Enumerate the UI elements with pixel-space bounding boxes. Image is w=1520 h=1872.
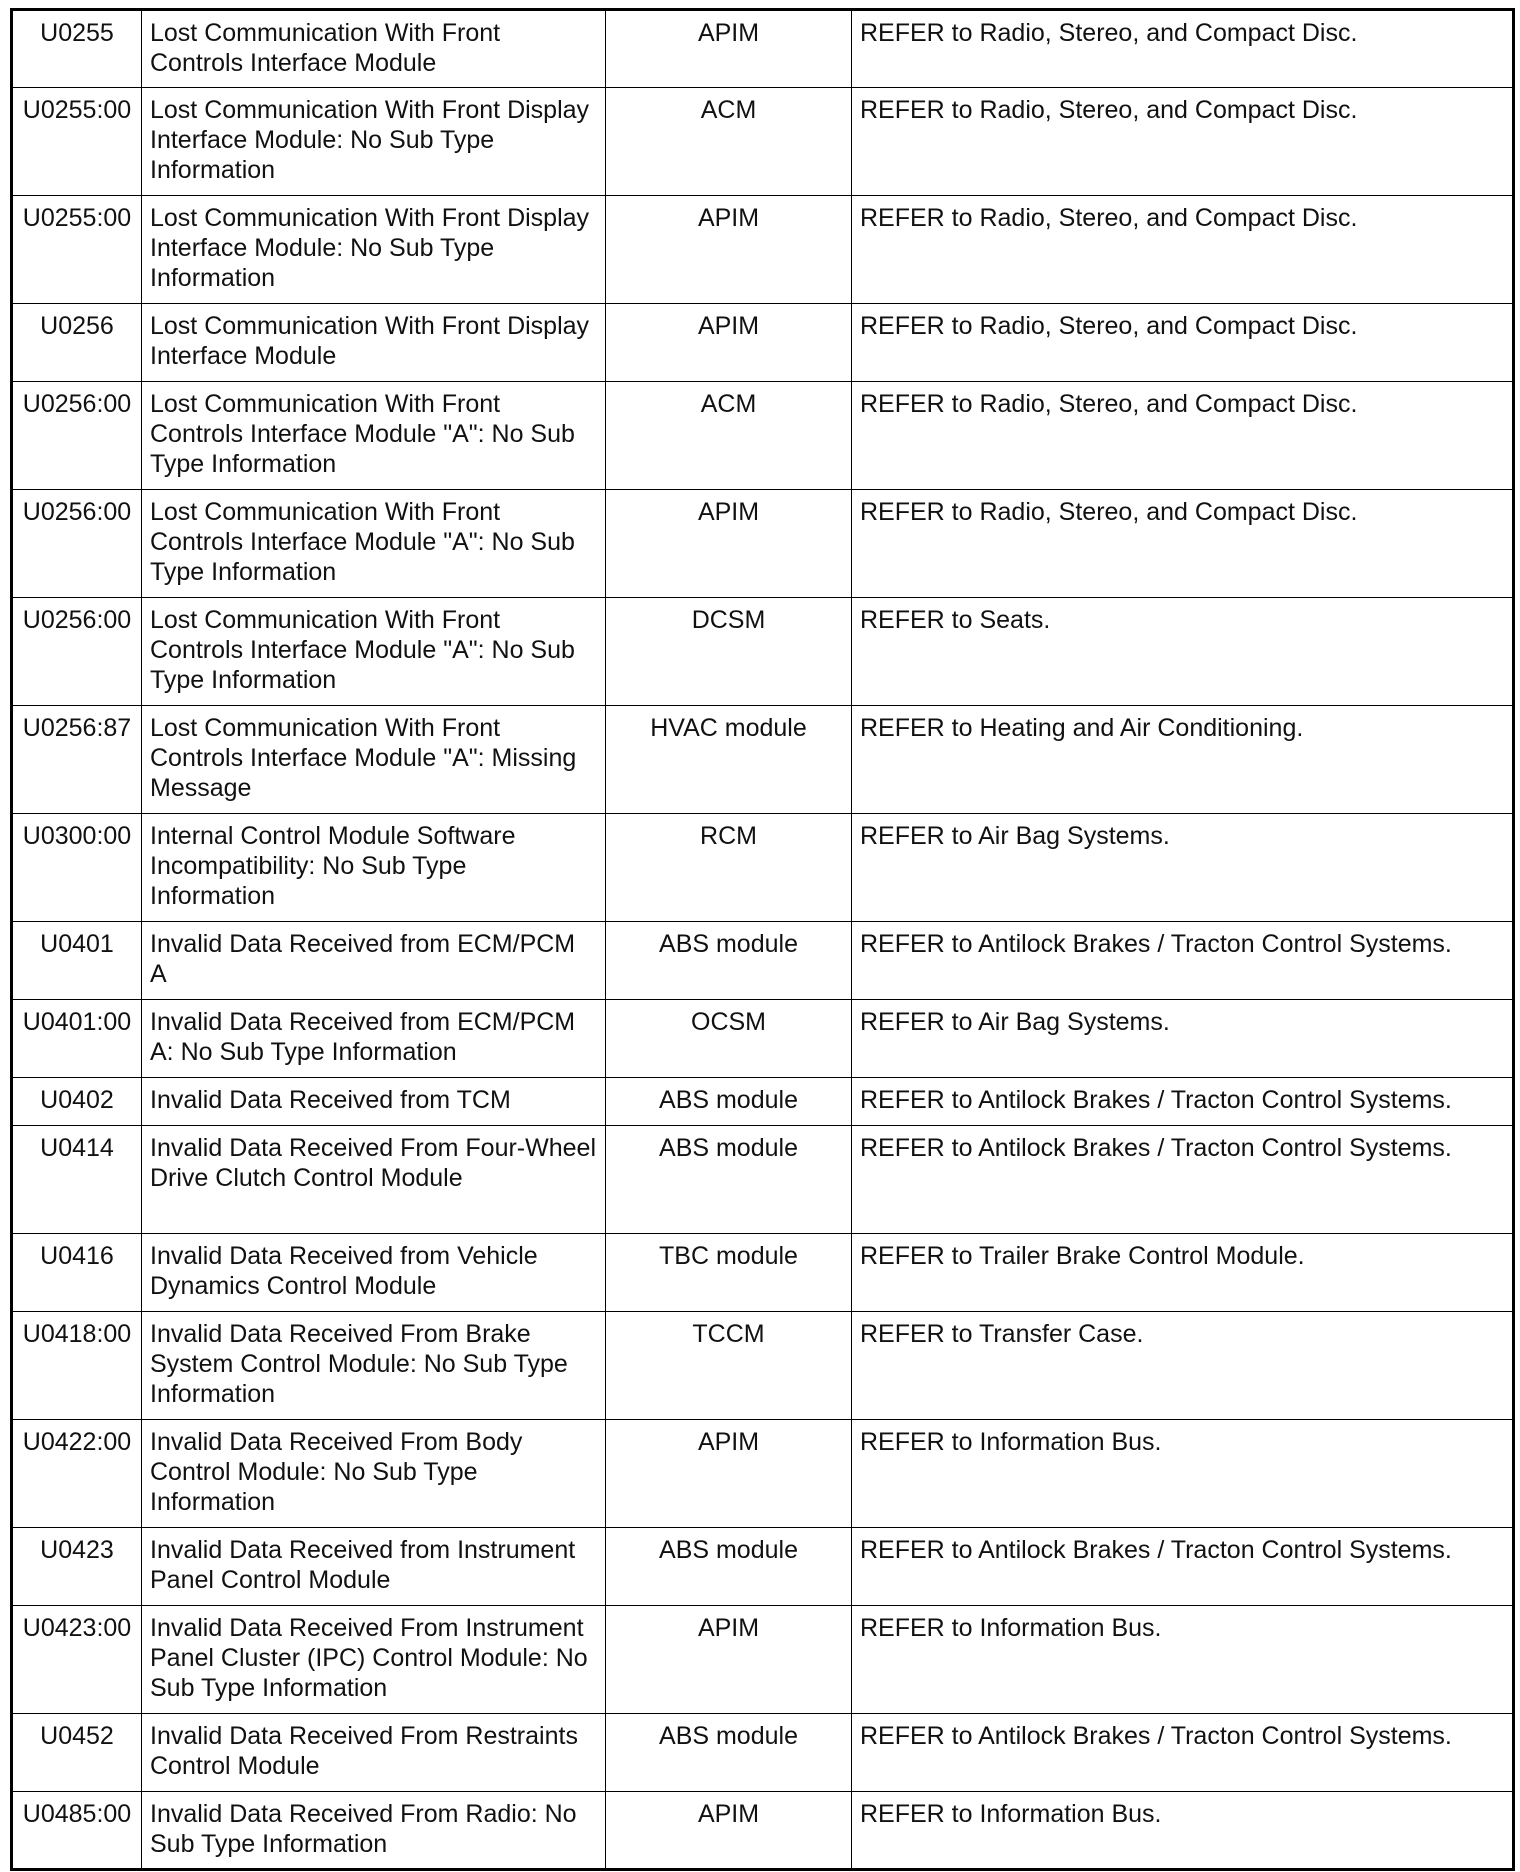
dtc-action: REFER to Antilock Brakes / Tracton Control Systems. (852, 1078, 1514, 1126)
dtc-module: TBC module (606, 1234, 852, 1312)
dtc-description: Invalid Data Received From Four-Wheel Drive Clutch Control Module (142, 1126, 606, 1234)
dtc-description: Invalid Data Received From Brake System Control Module: No Sub Type Information (142, 1312, 606, 1420)
dtc-action: REFER to Radio, Stereo, and Compact Disc. (852, 490, 1514, 598)
dtc-action: REFER to Radio, Stereo, and Compact Disc. (852, 196, 1514, 304)
dtc-code: U0256:00 (12, 382, 142, 490)
table-row (12, 490, 1514, 598)
dtc-description: Invalid Data Received From Radio: No Sub Type Information (142, 1792, 606, 1870)
dtc-description: Lost Communication With Front Controls Interface Module "A": No Sub Type Information (142, 598, 606, 706)
table-row (12, 1606, 1514, 1714)
dtc-module: OCSM (606, 1000, 852, 1078)
dtc-code: U0418:00 (12, 1312, 142, 1420)
dtc-description: Lost Communication With Front Display Interface Module (142, 304, 606, 382)
dtc-action: REFER to Radio, Stereo, and Compact Disc. (852, 382, 1514, 490)
dtc-description: Lost Communication With Front Controls Interface Module (142, 10, 606, 88)
dtc-module: ABS module (606, 1078, 852, 1126)
dtc-action: REFER to Information Bus. (852, 1420, 1514, 1528)
dtc-code: U0401 (12, 922, 142, 1000)
dtc-module: ABS module (606, 1126, 852, 1234)
dtc-code: U0256:00 (12, 598, 142, 706)
dtc-description: Lost Communication With Front Display Interface Module: No Sub Type Information (142, 196, 606, 304)
dtc-action: REFER to Transfer Case. (852, 1312, 1514, 1420)
dtc-code: U0452 (12, 1714, 142, 1792)
table-row (12, 304, 1514, 382)
dtc-action: REFER to Seats. (852, 598, 1514, 706)
dtc-action: REFER to Antilock Brakes / Tracton Control Systems. (852, 1528, 1514, 1606)
dtc-module: DCSM (606, 598, 852, 706)
dtc-description: Invalid Data Received From Body Control Module: No Sub Type Information (142, 1420, 606, 1528)
dtc-module: HVAC module (606, 706, 852, 814)
table-row (12, 1714, 1514, 1792)
dtc-code: U0423:00 (12, 1606, 142, 1714)
dtc-code: U0423 (12, 1528, 142, 1606)
dtc-module: ABS module (606, 922, 852, 1000)
dtc-module: ACM (606, 88, 852, 196)
dtc-description: Invalid Data Received from ECM/PCM A (142, 922, 606, 1000)
dtc-description: Invalid Data Received From Instrument Panel Cluster (IPC) Control Module: No Sub Type Information (142, 1606, 606, 1714)
dtc-module: APIM (606, 1606, 852, 1714)
dtc-module: ACM (606, 382, 852, 490)
dtc-code: U0416 (12, 1234, 142, 1312)
dtc-code: U0300:00 (12, 814, 142, 922)
table-row (12, 598, 1514, 706)
dtc-module: APIM (606, 304, 852, 382)
dtc-action: REFER to Trailer Brake Control Module. (852, 1234, 1514, 1312)
dtc-action: REFER to Radio, Stereo, and Compact Disc. (852, 304, 1514, 382)
dtc-description: Lost Communication With Front Controls Interface Module "A": No Sub Type Information (142, 382, 606, 490)
dtc-code: U0401:00 (12, 1000, 142, 1078)
table-row (12, 1420, 1514, 1528)
dtc-module: APIM (606, 196, 852, 304)
dtc-code: U0485:00 (12, 1792, 142, 1870)
table-row (12, 1528, 1514, 1606)
dtc-action: REFER to Radio, Stereo, and Compact Disc. (852, 10, 1514, 88)
dtc-module: APIM (606, 1420, 852, 1528)
dtc-action: REFER to Antilock Brakes / Tracton Control Systems. (852, 1714, 1514, 1792)
dtc-table-body (12, 10, 1514, 1870)
dtc-description: Invalid Data Received from Instrument Panel Control Module (142, 1528, 606, 1606)
dtc-code: U0256:87 (12, 706, 142, 814)
table-row (12, 706, 1514, 814)
dtc-description: Lost Communication With Front Controls Interface Module "A": No Sub Type Information (142, 490, 606, 598)
dtc-module: RCM (606, 814, 852, 922)
dtc-module: APIM (606, 10, 852, 88)
dtc-module: APIM (606, 1792, 852, 1870)
dtc-action: REFER to Antilock Brakes / Tracton Control Systems. (852, 922, 1514, 1000)
dtc-description: Invalid Data Received from ECM/PCM A: No Sub Type Information (142, 1000, 606, 1078)
dtc-description: Lost Communication With Front Controls Interface Module "A": Missing Message (142, 706, 606, 814)
table-row (12, 382, 1514, 490)
table-row (12, 1078, 1514, 1126)
dtc-module: ABS module (606, 1714, 852, 1792)
dtc-description: Invalid Data Received From Restraints Control Module (142, 1714, 606, 1792)
dtc-code: U0256:00 (12, 490, 142, 598)
dtc-action: REFER to Information Bus. (852, 1606, 1514, 1714)
table-row (12, 1126, 1514, 1234)
table-row (12, 196, 1514, 304)
dtc-code: U0255 (12, 10, 142, 88)
table-row (12, 1000, 1514, 1078)
dtc-code: U0414 (12, 1126, 142, 1234)
dtc-code: U0402 (12, 1078, 142, 1126)
dtc-description: Lost Communication With Front Display Interface Module: No Sub Type Information (142, 88, 606, 196)
table-row (12, 1234, 1514, 1312)
dtc-description: Invalid Data Received from Vehicle Dynamics Control Module (142, 1234, 606, 1312)
dtc-code: U0255:00 (12, 88, 142, 196)
table-row (12, 814, 1514, 922)
dtc-module: ABS module (606, 1528, 852, 1606)
dtc-action: REFER to Antilock Brakes / Tracton Control Systems. (852, 1126, 1514, 1234)
table-row (12, 1792, 1514, 1870)
dtc-action: REFER to Radio, Stereo, and Compact Disc. (852, 88, 1514, 196)
dtc-action: REFER to Heating and Air Conditioning. (852, 706, 1514, 814)
table-row (12, 922, 1514, 1000)
dtc-table (10, 8, 1515, 1871)
dtc-code: U0256 (12, 304, 142, 382)
dtc-description: Internal Control Module Software Incompatibility: No Sub Type Information (142, 814, 606, 922)
dtc-module: TCCM (606, 1312, 852, 1420)
dtc-action: REFER to Air Bag Systems. (852, 814, 1514, 922)
dtc-code: U0255:00 (12, 196, 142, 304)
dtc-module: APIM (606, 490, 852, 598)
table-row (12, 10, 1514, 88)
dtc-action: REFER to Information Bus. (852, 1792, 1514, 1870)
dtc-code: U0422:00 (12, 1420, 142, 1528)
table-row (12, 1312, 1514, 1420)
dtc-action: REFER to Air Bag Systems. (852, 1000, 1514, 1078)
dtc-description: Invalid Data Received from TCM (142, 1078, 606, 1126)
table-row (12, 88, 1514, 196)
